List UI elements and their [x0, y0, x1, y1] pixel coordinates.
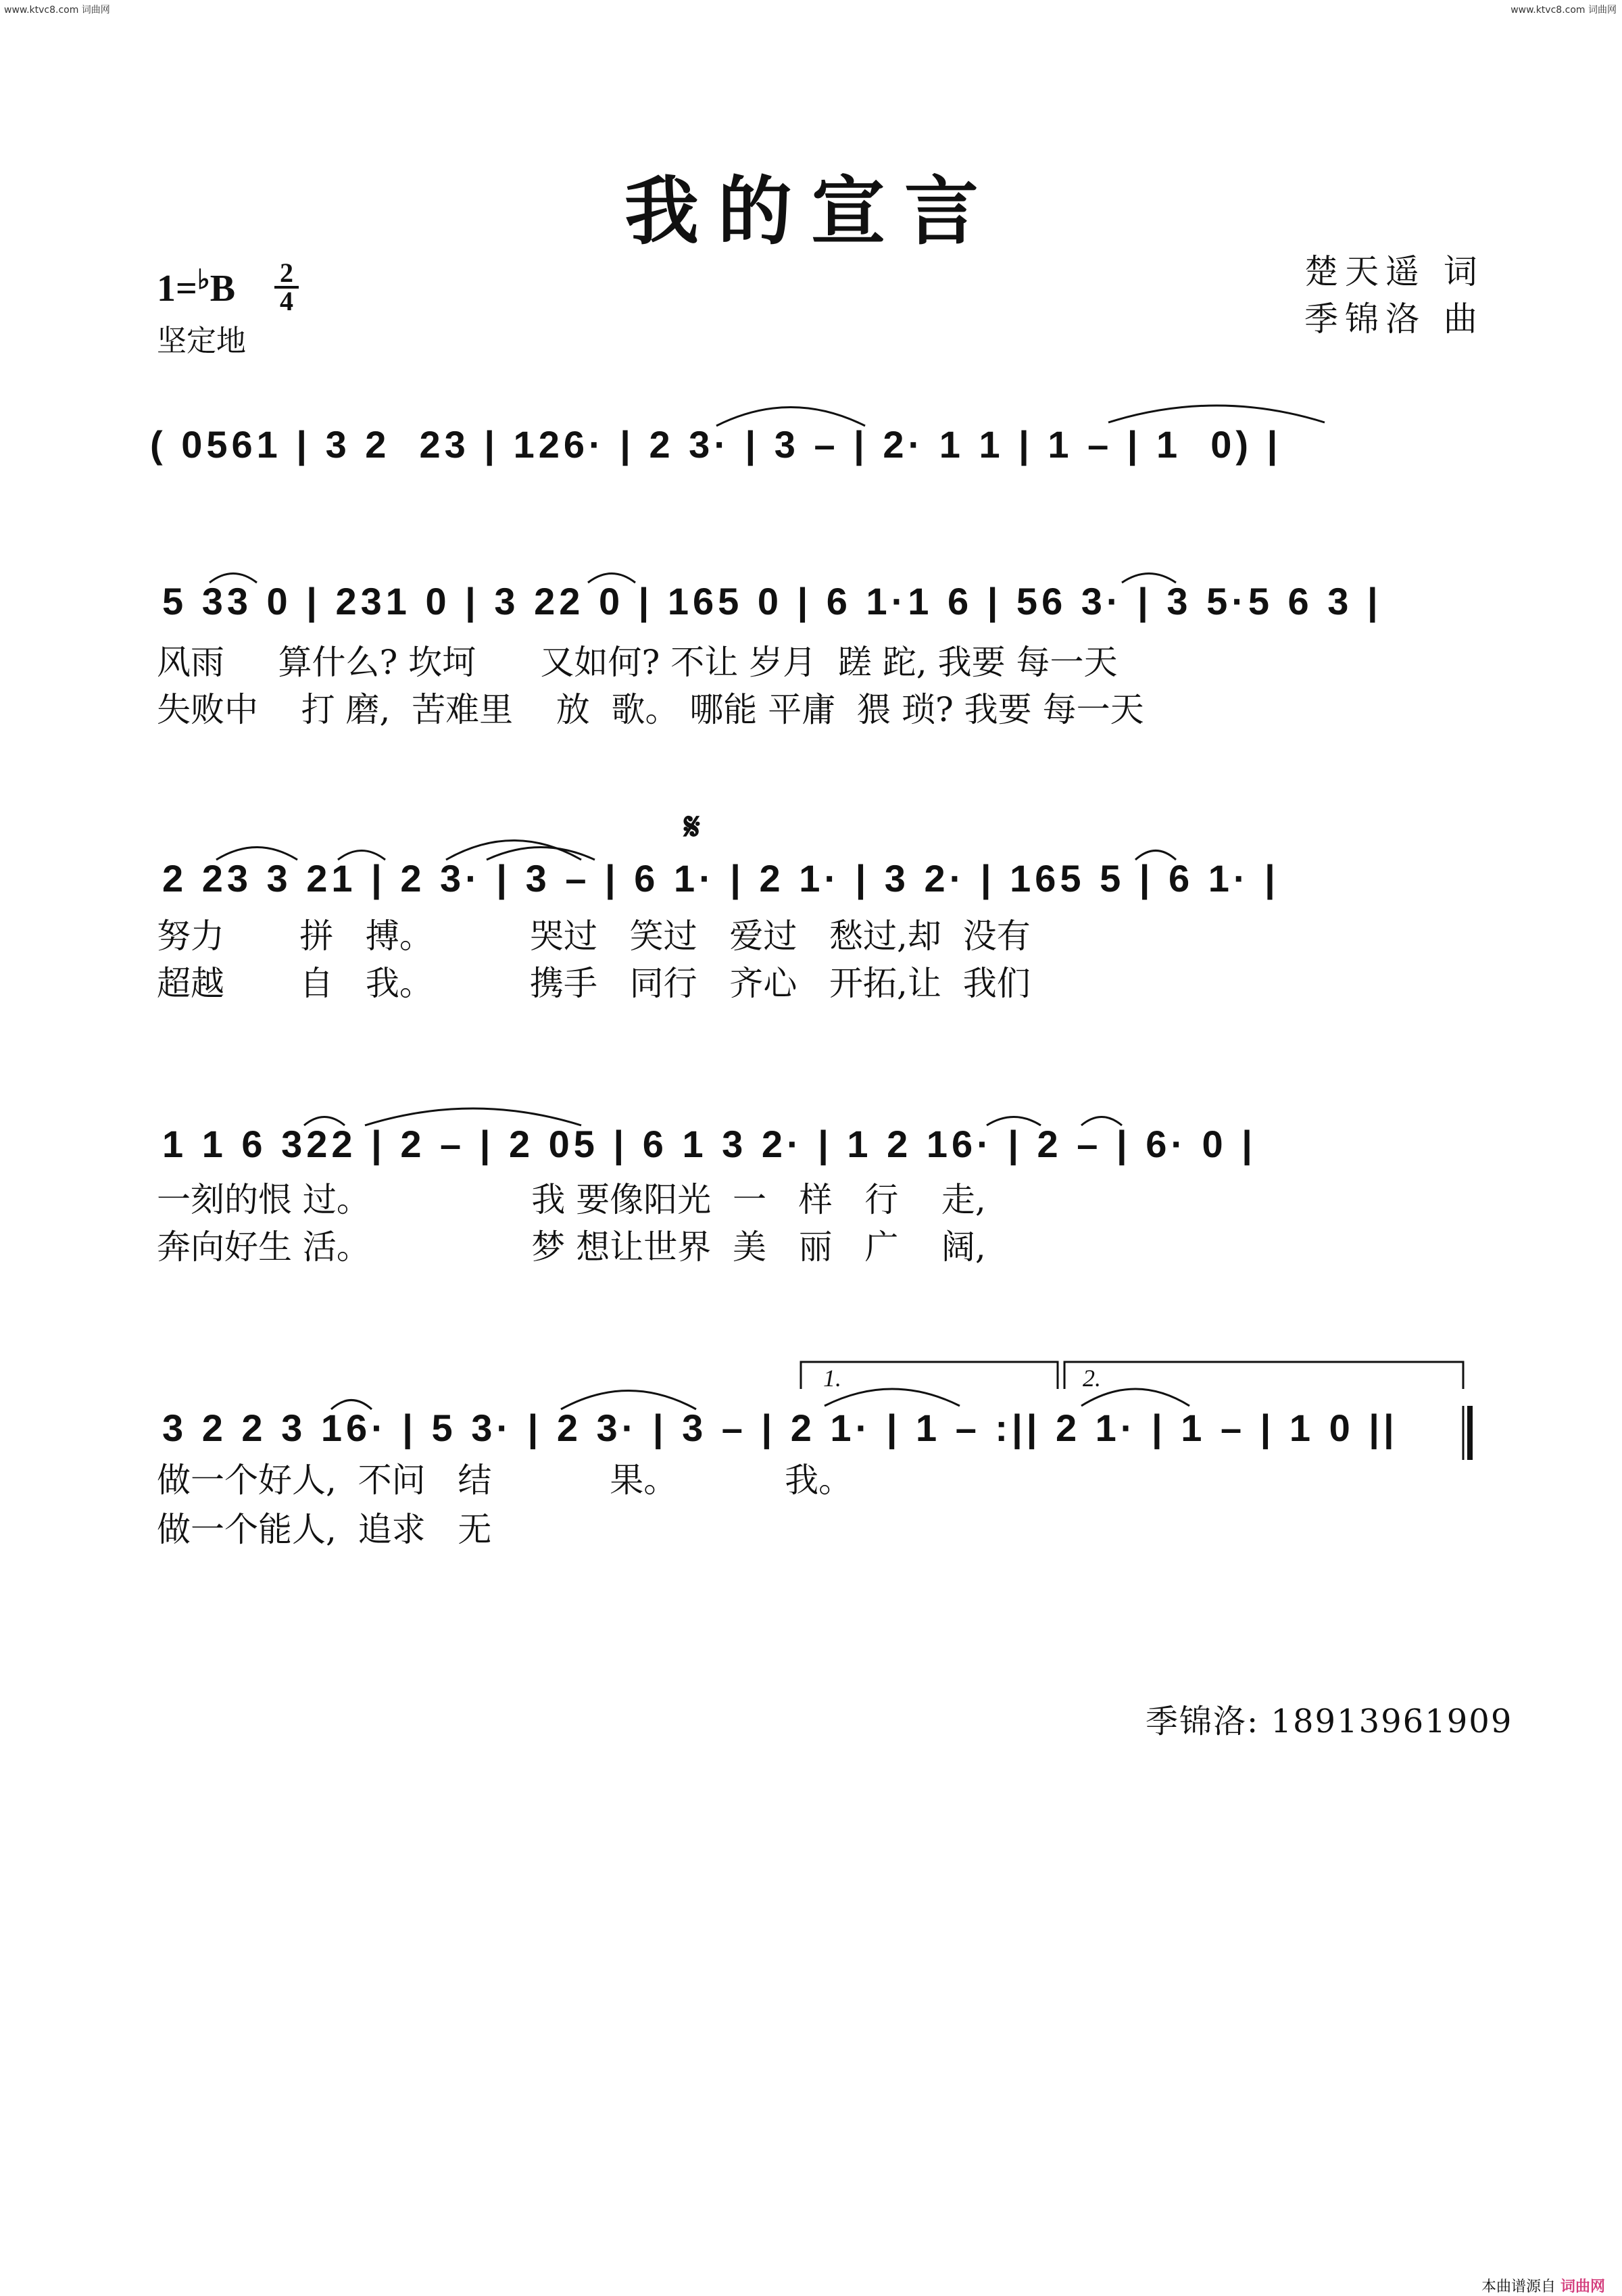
slur [331, 1400, 372, 1410]
slur [216, 848, 297, 860]
site-tag-right: www.ktvc8.com 词曲网 [1510, 5, 1617, 16]
slur [210, 574, 257, 583]
footer-brand[interactable]: 词曲网 [1560, 2278, 1606, 2295]
song-title: 我的宣言 [624, 168, 998, 255]
time-denominator: 4 [280, 286, 293, 316]
slur [825, 1389, 960, 1406]
key-prefix: 1= [157, 268, 197, 310]
slur [987, 1117, 1041, 1126]
lyric-verse-1-line-1: 风雨 算什么? 坎坷 又如何? 不让 岁月 蹉 跎, 我要 每一天 [157, 643, 1118, 682]
composer-contact: 季锦洛: 18913961909 [1146, 1703, 1513, 1740]
slur [716, 408, 865, 426]
volta-second-bracket [1064, 1362, 1463, 1389]
notation-system-2: 5 33 0 | 231 0 | 3 22 0 | 165 0 | 6 1·1 6 | 56 3· | 3 5·5 6 3 | [162, 580, 1382, 622]
tempo-marking: 坚定地 [157, 324, 246, 358]
slur [338, 851, 385, 860]
slur [1122, 574, 1176, 583]
slur [1081, 1389, 1189, 1406]
lyric-verse-1-line-4: 做一个好人, 不问 结 果。 我。 [157, 1461, 853, 1500]
key-note: B [210, 268, 236, 310]
notation-system-3: 2 23 3 21 | 2 3· | 3 – | 6 1· | 2 1· | 3 2· | 165 5 | 6 1· | [162, 857, 1279, 900]
slur [1135, 851, 1176, 860]
lyric-verse-2-line-2: 超越 自 我。 携手 同行 齐心 开拓,让 我们 [157, 964, 1031, 1003]
lyric-verse-1-line-2: 努力 拼 搏。 哭过 笑过 爱过 愁过,却 没有 [157, 917, 1031, 956]
notation-system-4: 1 1 6 322 | 2 – | 2 05 | 6 1 3 2· | 1 2 16· | 2 – | 6· 0 | [162, 1123, 1256, 1165]
lyric-verse-2-line-1: 失败中 打 磨, 苦难里 放 歌。 哪能 平庸 猥 琐? 我要 每一天 [157, 690, 1144, 729]
flat-icon: ♭ [197, 264, 210, 295]
lyric-verse-2-line-4: 做一个能人, 追求 无 [157, 1510, 492, 1549]
slur [561, 1391, 696, 1410]
time-numerator: 2 [280, 258, 293, 288]
volta-first-label: 1. [823, 1365, 841, 1392]
segno-icon: 𝄋 [684, 804, 701, 849]
composer-credit: 季锦洛 曲 [1304, 299, 1484, 339]
volta-first-bracket [801, 1362, 1058, 1389]
lyricist-credit: 楚天遥 词 [1304, 252, 1484, 291]
slur [304, 1117, 345, 1126]
slur [1081, 1117, 1122, 1126]
site-tag-left: www.ktvc8.com 词曲网 [4, 5, 110, 16]
slur [1108, 406, 1325, 422]
lyric-verse-2-line-3: 奔向好生 活。 梦 想让世界 美 丽 广 阔, [157, 1227, 986, 1267]
notation-system-5: 3 2 2 3 16· | 5 3· | 2 3· | 3 – | 2 1· | 1 – :|| 2 1· | 1 – | 1 0 || [162, 1407, 1398, 1449]
notation-system-1: ( 0561 | 3 2 23 | 126· | 2 3· | 3 – | 2· 1 1 | 1 – | 1 0) | [150, 423, 1282, 466]
slur [365, 1108, 581, 1125]
footer-text: 本曲谱源自 [1481, 2278, 1556, 2295]
lyric-verse-1-line-3: 一刻的恨 过。 我 要像阳光 一 样 行 走, [157, 1180, 986, 1219]
volta-second-label: 2. [1083, 1365, 1101, 1392]
footer-source [1481, 2275, 1605, 2296]
slur [588, 574, 635, 583]
